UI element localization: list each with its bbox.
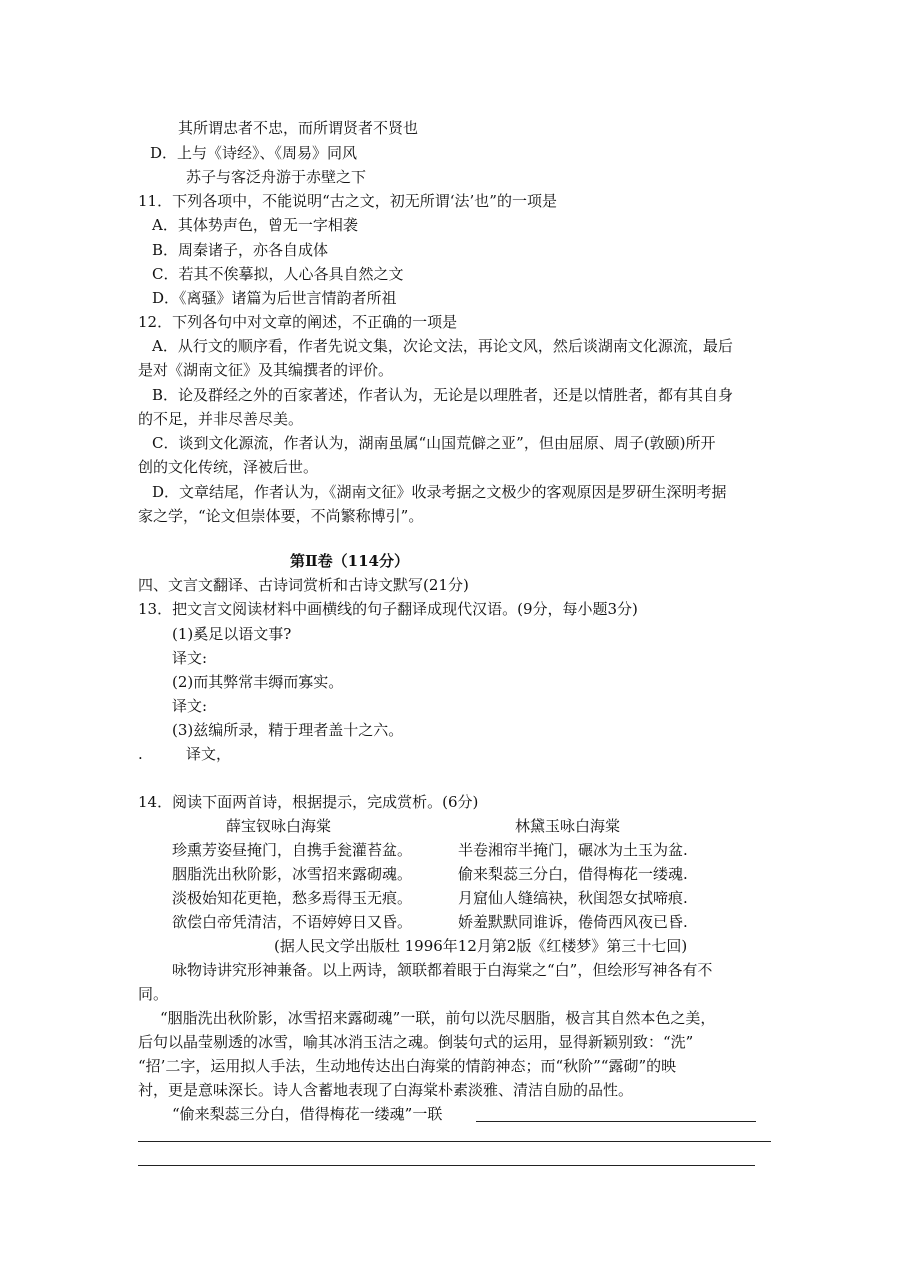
poem-left-line: 胭脂洗出秋阶影，冰雪招来露砌魂。 [172,865,413,883]
analysis-para3: “偷来梨蕊三分白，借得梅花一缕魂”一联 [172,1105,443,1123]
q13-translation-1: 译文: [172,649,208,667]
q10-option-d: D．上与《诗经》、《周易》同风 [150,144,358,162]
q13-sentence-2: (2)而其弊常丰缛而寡实。 [172,673,344,691]
q11-option-c: C．若其不俟摹拟，人心各具自然之文 [152,265,404,283]
analysis-para2-line1: “胭脂洗出秋阶影，冰雪招来露砌魂”一联，前句以洗尽胭脂，极言其自然本色之美， [160,1009,716,1027]
part4-heading: 四、文言文翻译、古诗词赏析和古诗文默写(21分) [138,576,469,594]
poem-left-line: 淡极始知花更艳，愁多焉得玉无痕。 [172,889,413,907]
q13-translation-2: 译文: [172,697,208,715]
q12-option-d-line2: 家之学，“论文但崇体要，不尚繁称博引”。 [138,507,424,525]
poem-left-line: 欲偿白帝凭清洁，不语婷婷日又昏。 [172,913,413,931]
analysis-para2-line3: “招’二字，运用拟人手法，生动地传达出白海棠的情韵神态；而“秋阶”“露砌”的映 [138,1057,677,1075]
q13-translation-3: 译文， [186,745,232,763]
answer-blank-line[interactable] [138,1165,755,1166]
poem-source: (据人民文学出版杜 1996年12月第2版《红楼梦》第三十七回) [274,937,688,955]
poem-right-title: 林黛玉咏白海棠 [515,817,621,835]
poem-right-line: 月窟仙人缝缟袂，秋闺怨女拭啼痕. [458,889,688,907]
q12-option-c-line2: 创的文化传统，泽被后世。 [138,458,319,476]
q13-dot: . [138,745,143,763]
poem-right-line: 半卷湘帘半掩门，碾冰为土玉为盆. [458,841,688,859]
q14-stem: 14．阅读下面两首诗，根据提示，完成赏析。(6分) [138,793,479,811]
q12-option-a-line2: 是对《湖南文征》及其编撰者的评价。 [138,361,394,379]
q12-option-c-line1: C．谈到文化源流，作者认为，湖南虽属“山国荒僻之亚”，但由屈原、周子(敦颐)所开 [152,434,716,452]
q12-option-a-line1: A．从行文的顺序看，作者先说文集，次论文法，再论文风，然后谈湖南文化源流，最后 [152,337,733,355]
q11-option-b: B．周秦诸子，亦各自成体 [152,241,329,259]
poem-left-line: 珍熏芳姿昼掩门，自携手瓮灌苔盆。 [172,841,413,859]
analysis-para1-line2: 同。 [138,985,169,1003]
analysis-para1-line1: 咏物诗讲究形神兼备。以上两诗，颔联都着眼于白海棠之“白”，但绘形写神各有不 [172,961,713,979]
q13-sentence-1: (1)奚足以语文事? [172,625,292,643]
answer-blank-line[interactable] [138,1141,771,1142]
q13-stem: 13．把文言文阅读材料中画横线的句子翻译成现代汉语。(9分，每小题3分) [138,600,638,618]
q12-stem: 12．下列各句中对文章的阐述，不正确的一项是 [138,313,458,331]
poem-left-title: 薛宝钗咏白海棠 [226,817,332,835]
q10-option-d-line2: 苏子与客泛舟游于赤壁之下 [186,168,367,186]
poem-right-line: 娇羞默默同谁诉，倦倚西风夜已昏. [458,913,688,931]
q11-option-d: D．《离骚》诸篇为后世言情韵者所祖 [152,289,397,307]
poem-right-line: 偷来梨蕊三分白，借得梅花一缕魂. [458,865,688,883]
q10-line1: 其所谓忠者不忠，而所谓贤者不贤也 [178,119,419,137]
analysis-para2-line4: 衬，更是意味深长。诗人含蓄地表现了白海棠朴素淡雅、清洁自励的品性。 [138,1081,634,1099]
q12-option-b-line1: B．论及群经之外的百家著述，作者认为，无论是以理胜者，还是以情胜者，都有其自身 [152,386,734,404]
q11-option-a: A．其体势声色，曾无一字相袭 [152,216,358,234]
answer-blank-line[interactable] [476,1121,756,1122]
q12-option-b-line2: 的不足，并非尽善尽美。 [138,410,304,428]
section-title: 第Ⅱ卷（114分） [290,552,409,570]
q11-stem: 11．下列各项中，不能说明“古之文，初无所谓‘法’也”的一项是 [138,192,557,210]
analysis-para2-line2: 后句以晶莹剔透的冰雪，喻其冰消玉洁之魂。倒装句式的运用，显得新颖别致：“洗” [138,1033,694,1051]
q13-sentence-3: (3)兹编所录，精于理者盖十之六。 [172,721,404,739]
q12-option-d-line1: D．文章结尾，作者认为，《湖南文征》收录考据之文极少的客观原因是罗研生深明考据 [152,483,727,501]
